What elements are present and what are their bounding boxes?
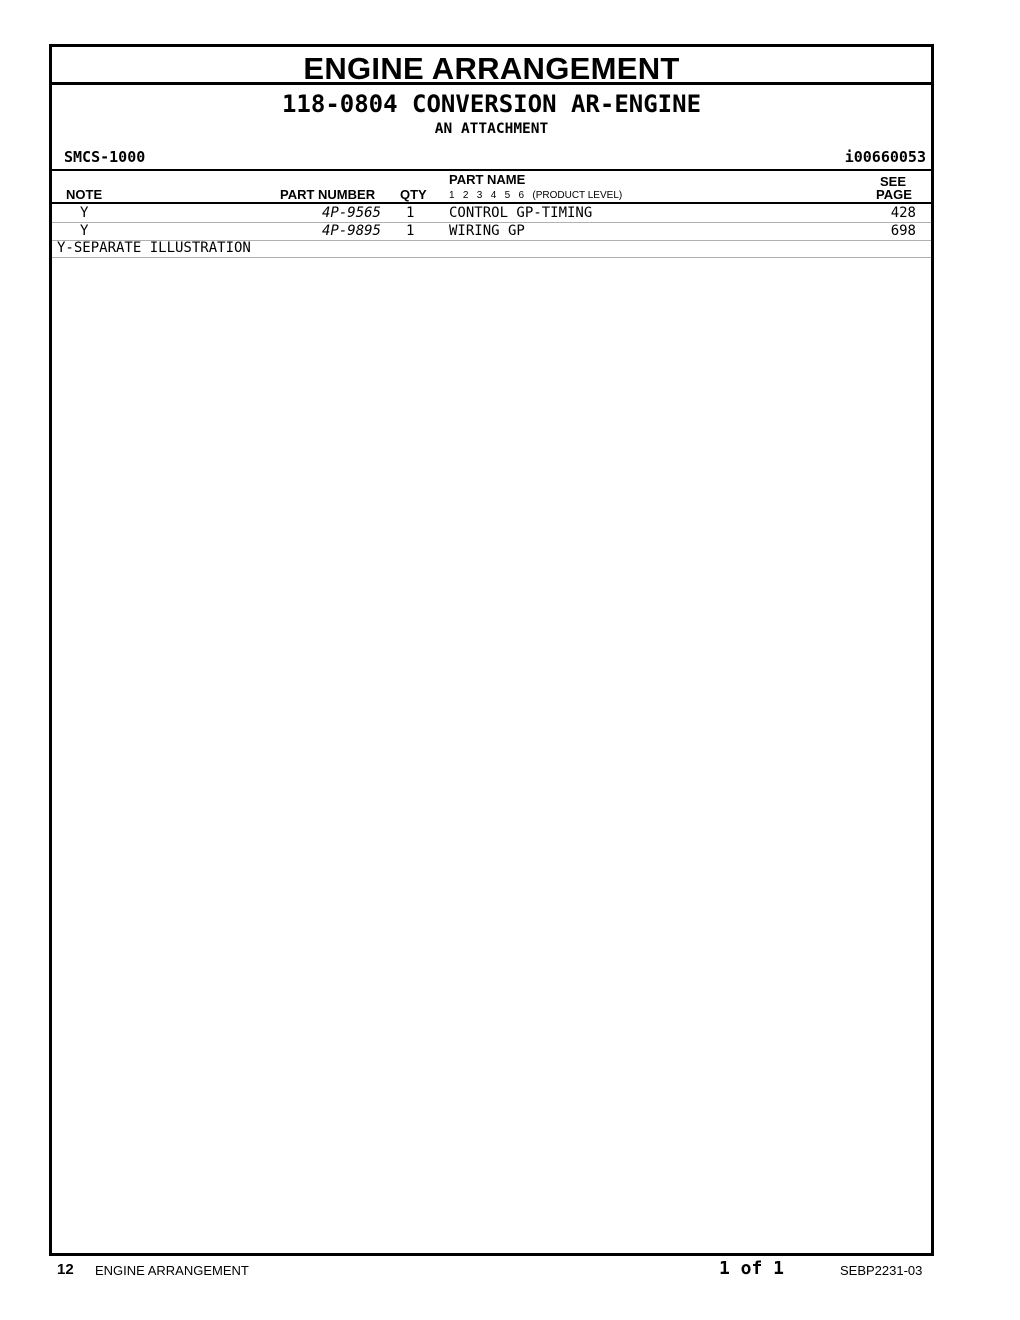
row-note: Y: [80, 205, 89, 221]
parts-list-frame: [49, 44, 934, 1256]
column-header-note: NOTE: [66, 187, 103, 202]
row-qty: 1: [406, 205, 415, 221]
row-part-number[interactable]: 4P-9895: [321, 223, 381, 239]
footer-section-name: ENGINE ARRANGEMENT: [95, 1263, 249, 1278]
page-footer: [0, 1258, 1020, 1282]
title-divider: [52, 82, 931, 85]
section-title: ENGINE ARRANGEMENT: [303, 51, 680, 86]
illustration-id: i00660053: [844, 148, 926, 166]
column-header-part-number: PART NUMBER: [280, 187, 376, 202]
column-header-page: PAGE: [876, 187, 912, 202]
row-see-page[interactable]: 698: [890, 223, 916, 239]
column-header-see: SEE: [880, 174, 907, 189]
footer-page-number: 12: [57, 1261, 74, 1278]
table-row: [52, 204, 931, 223]
row-part-number[interactable]: 4P-9565: [321, 205, 381, 221]
group-title: 118-0804 CONVERSION AR-ENGINE: [281, 90, 702, 118]
column-header-qty: QTY: [400, 187, 427, 202]
footer-document-id: SEBP2231-03: [840, 1263, 923, 1278]
row-note: Y: [80, 223, 89, 239]
table-row: [52, 222, 931, 241]
header-divider: [52, 169, 931, 171]
column-header-part-name: PART NAME: [449, 172, 526, 187]
row-part-name: WIRING GP: [449, 223, 525, 239]
note-divider: [52, 257, 931, 258]
smcs-code: SMCS-1000: [64, 148, 146, 166]
row-see-page[interactable]: 428: [890, 205, 916, 221]
row-part-name: CONTROL GP-TIMING: [449, 205, 593, 221]
group-subtitle: AN ATTACHMENT: [434, 121, 549, 137]
footer-page-of: 1 of 1: [719, 1258, 785, 1279]
note-legend: Y-SEPARATE ILLUSTRATION: [57, 240, 251, 256]
row-qty: 1: [406, 223, 415, 239]
column-header-product-levels: 1 2 3 4 5 6 (PRODUCT LEVEL): [449, 190, 623, 201]
